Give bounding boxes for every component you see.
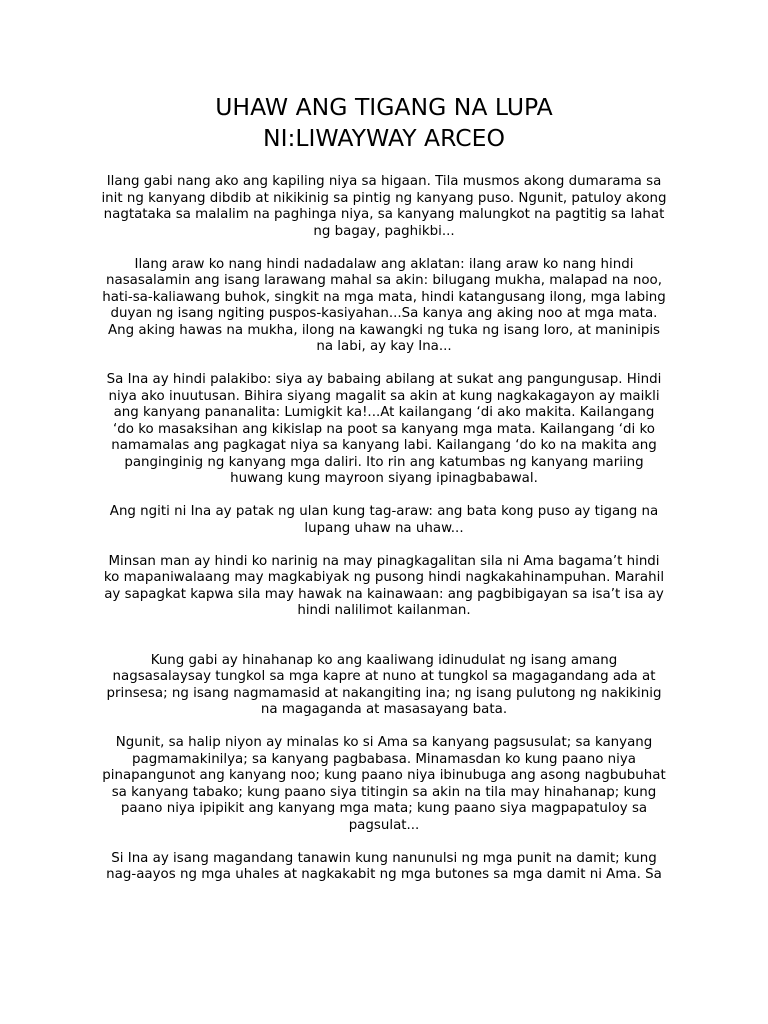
paragraph-spacer	[88, 356, 680, 373]
paragraph-line: Ilang araw ko nang hindi nadadalaw ang aklatan: ilang araw ko nang hindi	[134, 256, 634, 272]
paragraph-line: Sa Ina ay hindi palakibo: siya ay babaing abilang at sukat ang pangungusap. Hindi	[106, 372, 662, 387]
paragraph-spacer	[88, 488, 680, 505]
paragraph-line: hati-sa-kaliawang buhok, singkit na mga mata, hindi katangusang ilong, mga labing	[102, 289, 666, 305]
paragraph-line: Ang aking hawas na mukha, ilong na kawangki ng tuka ng isang loro, at maninipis	[107, 322, 661, 338]
paragraph-7	[88, 735, 680, 834]
paragraph-line: Si Ina ay isang magandang tanawin kung nanunulsi ng mga punit na damit; kung	[111, 850, 657, 866]
paragraph-line: pinapangunot ang kanyang noo; kung paano niya ibinubuga ang asong nagbubuhat	[102, 768, 666, 783]
paragraph-1	[88, 174, 680, 240]
paragraph-line: ay sapagkat kapwa sila may hawak na kainawaan: ang pagbibigayan sa isa’t isa ay	[104, 586, 664, 602]
document-body	[88, 174, 680, 884]
paragraph-line: duyan ng isang ngiting puspos-kasiyahan...Sa kanya ang aking noo at mga mata.	[110, 306, 658, 321]
paragraph-line: Minsan man ay hindi ko narinig na may pinagkagalitan sila ni Ama bagama’t hindi	[108, 553, 660, 569]
paragraph-line: pagmamakinilya; sa kanyang pagbabasa. Minamasdan ko kung paano niya	[132, 751, 636, 767]
title-line-1: UHAW ANG TIGANG NA LUPA	[215, 93, 553, 121]
paragraph-line: init ng kanyang dibdib at nikikinig sa pintig ng kanyang puso. Ngunit, patuloy akong	[101, 190, 667, 206]
paragraph-line: niya ako inuutusan. Bihira siyang magalit sa akin at kung nagkakagayon ay maikli	[108, 388, 660, 404]
paragraph-line: na labi, ay kay Ina...	[316, 339, 452, 354]
paragraph-line: ang kanyang pananalita: Lumigkit ka!...At kailangang ‘di ako makita. Kailangang	[113, 405, 655, 420]
paragraph-line: Ilang gabi nang ako ang kapiling niya sa higaan. Tila musmos akong dumarama sa	[106, 174, 662, 189]
paragraph-line: Kung gabi ay hinahanap ko ang kaaliwang idinudulat ng isang amang	[150, 652, 618, 668]
title-line-2: NI:LIWAYWAY ARCEO	[262, 124, 506, 152]
paragraph-line: paano niya ipipikit ang kanyang mga mata; kung paano siya magpapatuloy sa	[120, 801, 648, 816]
paragraph-8	[88, 851, 680, 884]
paragraph-line: sa kanyang tabako; kung paano siya titingin sa akin na tila may hinahanap; kung	[111, 784, 657, 800]
paragraph-6	[88, 653, 680, 719]
paragraph-line: ‘do ko masaksihan ang kikislap na poot sa kanyang mga mata. Kailangang ‘di ko	[113, 421, 655, 437]
paragraph-line: huwang kung mayroon siyang ipinagbabawal.	[230, 471, 538, 486]
paragraph-5	[88, 554, 680, 620]
paragraph-line: na magaganda at masasayang bata.	[260, 702, 508, 717]
paragraph-line: lupang uhaw na uhaw...	[304, 520, 464, 536]
paragraph-line: nag-aayos ng mga uhales at nagkakabit ng mga butones sa mga damit ni Ama. Sa	[106, 867, 662, 882]
paragraph-spacer	[88, 620, 680, 653]
paragraph-spacer	[88, 719, 680, 736]
paragraph-line: Ngunit, sa halip niyon ay minalas ko si Ama sa kanyang pagsusulat; sa kanyang	[115, 735, 653, 750]
paragraph-spacer	[88, 834, 680, 851]
document-title	[0, 92, 768, 154]
paragraph-3	[88, 372, 680, 488]
paragraph-line: nagsasalaysay tungkol sa mga kapre at nuno at tungkol sa magagandang ada at	[112, 669, 656, 684]
paragraph-line: ko mapaniwalaang may magkabiyak ng pusong hindi nagkakahinampuhan. Marahil	[103, 570, 665, 585]
paragraph-2	[88, 257, 680, 356]
paragraph-spacer	[88, 240, 680, 257]
paragraph-line: nagtataka sa malalim na paghinga niya, sa kanyang malungkot na pagtitig sa lahat	[103, 207, 665, 222]
paragraph-line: prinsesa; ng isang nagmamasid at nakangiting ina; ng isang pulutong ng nakikinig	[106, 685, 662, 701]
paragraph-4	[88, 504, 680, 537]
paragraph-line: ng bagay, paghikbi...	[313, 223, 455, 239]
paragraph-line: nasasalamin ang isang larawang mahal sa akin: bilugang mukha, malapad na noo,	[106, 273, 662, 288]
paragraph-line: hindi nalilimot kailanman.	[297, 603, 471, 618]
paragraph-line: namamalas ang pagkagat niya sa kanyang labi. Kailangang ‘do ko na makita ang	[111, 438, 657, 453]
paragraph-spacer	[88, 537, 680, 554]
paragraph-line: panginginig ng kanyang mga daliri. Ito rin ang katumbas ng kanyang mariing	[124, 454, 644, 470]
paragraph-line: Ang ngiti ni Ina ay patak ng ulan kung tag-araw: ang bata kong puso ay tigang na	[109, 504, 659, 519]
paragraph-line: pagsulat...	[348, 817, 420, 833]
